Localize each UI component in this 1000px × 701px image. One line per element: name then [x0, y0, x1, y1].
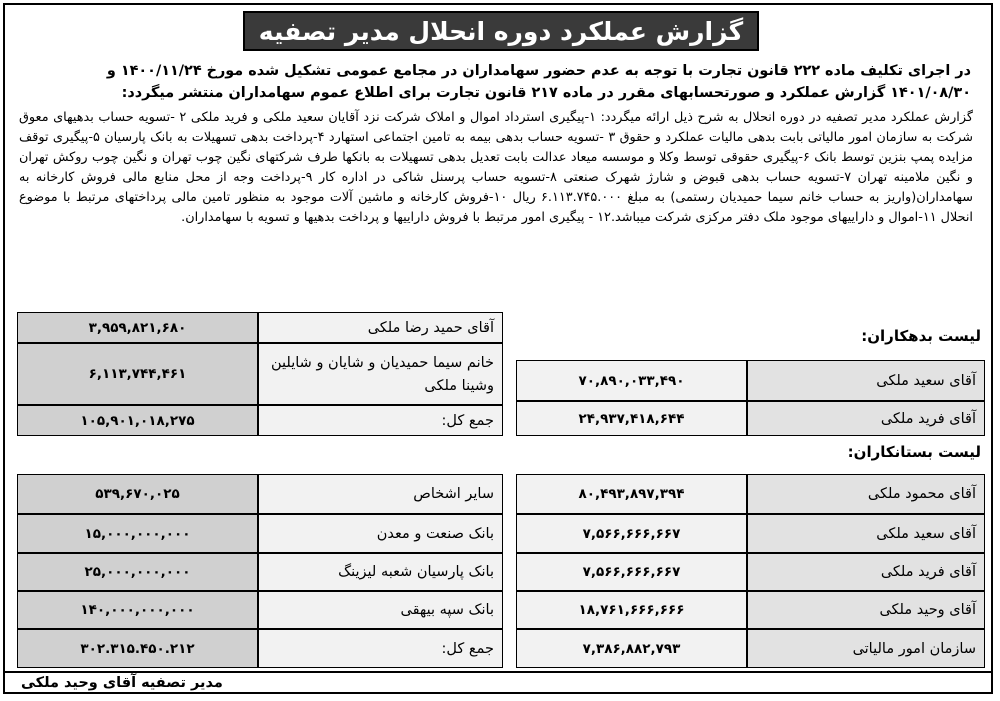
debtor-right-amount-2: ۲۴,۹۳۷,۴۱۸,۶۴۴: [516, 401, 747, 436]
creditor-right-name-5: سازمان امور مالیاتی: [747, 629, 985, 668]
debtor-right-amount-1: ۷۰,۸۹۰,۰۳۳,۴۹۰: [516, 360, 747, 401]
creditor-right-name-2: آقای سعید ملکی: [747, 514, 985, 553]
creditor-left-amount-2: ۱۵,۰۰۰,۰۰۰,۰۰۰: [17, 514, 258, 553]
creditor-right-amount-3: ۷,۵۶۶,۶۶۶,۶۶۷: [516, 553, 747, 591]
debtor-left-amount-1: ۳,۹۵۹,۸۲۱,۶۸۰: [17, 312, 258, 343]
creditor-right-amount-5: ۷,۳۸۶,۸۸۲,۷۹۳: [516, 629, 747, 668]
creditor-left-name-1: سایر اشخاص: [258, 474, 503, 514]
lead-paragraph: در اجرای تکلیف ماده ۲۲۲ قانون تجارت با توجه به عدم حضور سهامداران در مجامع عمومی تشکیل شده مورخ ۱۴۰۰/۱۱/۲۴ و ۱۴۰۱/۰۸/۳۰ گزارش عملکرد و صورتحسابهای مقرر در ماده ۲۱۷ قانون تجارت برای اطلاع عموم سهامداران منتشر میگردد:: [106, 63, 971, 101]
creditors-label: لیست بستانکاران:: [847, 443, 981, 461]
creditor-right-name-1: آقای محمود ملکی: [747, 474, 985, 514]
signature-line: مدیر تصفیه آقای وحید ملکی: [21, 675, 223, 691]
creditors-total-label: جمع کل:: [258, 629, 503, 668]
debtor-left-name-1: آقای حمید رضا ملکی: [258, 312, 503, 343]
debtor-left-name-2: خانم سیما حمیدیان و شایان و شایلین وشینا ملکی: [258, 343, 503, 405]
debtor-right-name-2: آقای فرید ملکی: [747, 401, 985, 436]
page-title: گزارش عملکرد دوره انحلال مدیر تصفیه: [258, 16, 744, 46]
creditors-total-amount: ۳۰۲.۳۱۵.۴۵۰.۲۱۲: [17, 629, 258, 668]
creditor-left-name-4: بانک سپه بیهقی: [258, 591, 503, 629]
debtors-total-label: جمع کل:: [258, 405, 503, 436]
creditor-left-amount-3: ۲۵,۰۰۰,۰۰۰,۰۰۰: [17, 553, 258, 591]
creditor-left-name-3: بانک پارسیان شعبه لیزینگ: [258, 553, 503, 591]
debtors-label: لیست بدهکاران:: [861, 327, 981, 345]
debtor-left-amount-2: ۶,۱۱۳,۷۴۴,۴۶۱: [17, 343, 258, 405]
creditor-left-name-2: بانک صنعت و معدن: [258, 514, 503, 553]
debtors-total-amount: ۱۰۵,۹۰۱,۰۱۸,۲۷۵: [17, 405, 258, 436]
creditor-right-name-3: آقای فرید ملکی: [747, 553, 985, 591]
title-banner: [243, 11, 759, 51]
footer: [5, 671, 991, 697]
report-body: گزارش عملکرد مدیر تصفیه در دوره انحلال به شرح ذیل ارائه میگردد: ۱-پیگیری استرداد اموال و املاک شرکت نزد آقایان سعید ملکی و فرید ملکی ۲ -تسویه حساب بدهیهای معوق شرکت به سازمان امور مالیاتی بابت بدهی مالیات عملکرد و حقوق ۳ -تسویه حساب بدهی بیمه به تامین اجتماعی استهارد ۴-پرداخت بدهی تسهیلات به بانک پارسیان ۵-پیگیری توقف مزایده پمپ بنزین توسط بانک ۶-پیگیری حقوقی توسط وکلا و موسسه میعاد عدالت بابت تعدیل بدهی تسهیلات به بانکها طرف شرکتهای نگین چوب تهران و نگین چوب روکش تهران و نگین ملامینه تهران ۷-تسویه حساب بدهی قبوض و شارژ شهرک صنعتی ۸-تسویه حساب پرسنل شاکی در اداره کار ۹-پرداخت وجه از محل منابع مالی فروش کارخانه به سهامداران(واریز به حساب خانم سیما حمیدیان رستمی) به مبلغ ۶.۱۱۳.۷۴۵.۰۰۰ ریال ۱۰-فروش کارخانه و ماشین آلات موجود به منظور تامین مالی پرداختهای مرتبط با موضوع انحلال ۱۱-اموال و داراییهای موجود ملک دفتر مرکزی شرکت میباشد.۱۲ - پیگیری امور مرتبط با فروش داراییها و پرداخت بدهیها و تسویه با سهامداران.: [19, 110, 973, 225]
creditor-left-amount-4: ۱۴۰,۰۰۰,۰۰۰,۰۰۰: [17, 591, 258, 629]
creditor-right-name-4: آقای وحید ملکی: [747, 591, 985, 629]
creditor-right-amount-2: ۷,۵۶۶,۶۶۶,۶۶۷: [516, 514, 747, 553]
creditor-right-amount-1: ۸۰,۴۹۳,۸۹۷,۳۹۴: [516, 474, 747, 514]
debtor-right-name-1: آقای سعید ملکی: [747, 360, 985, 401]
notice-frame: [3, 3, 993, 694]
creditor-left-amount-1: ۵۳۹,۶۷۰,۰۲۵: [17, 474, 258, 514]
creditor-right-amount-4: ۱۸,۷۶۱,۶۶۶,۶۶۶: [516, 591, 747, 629]
